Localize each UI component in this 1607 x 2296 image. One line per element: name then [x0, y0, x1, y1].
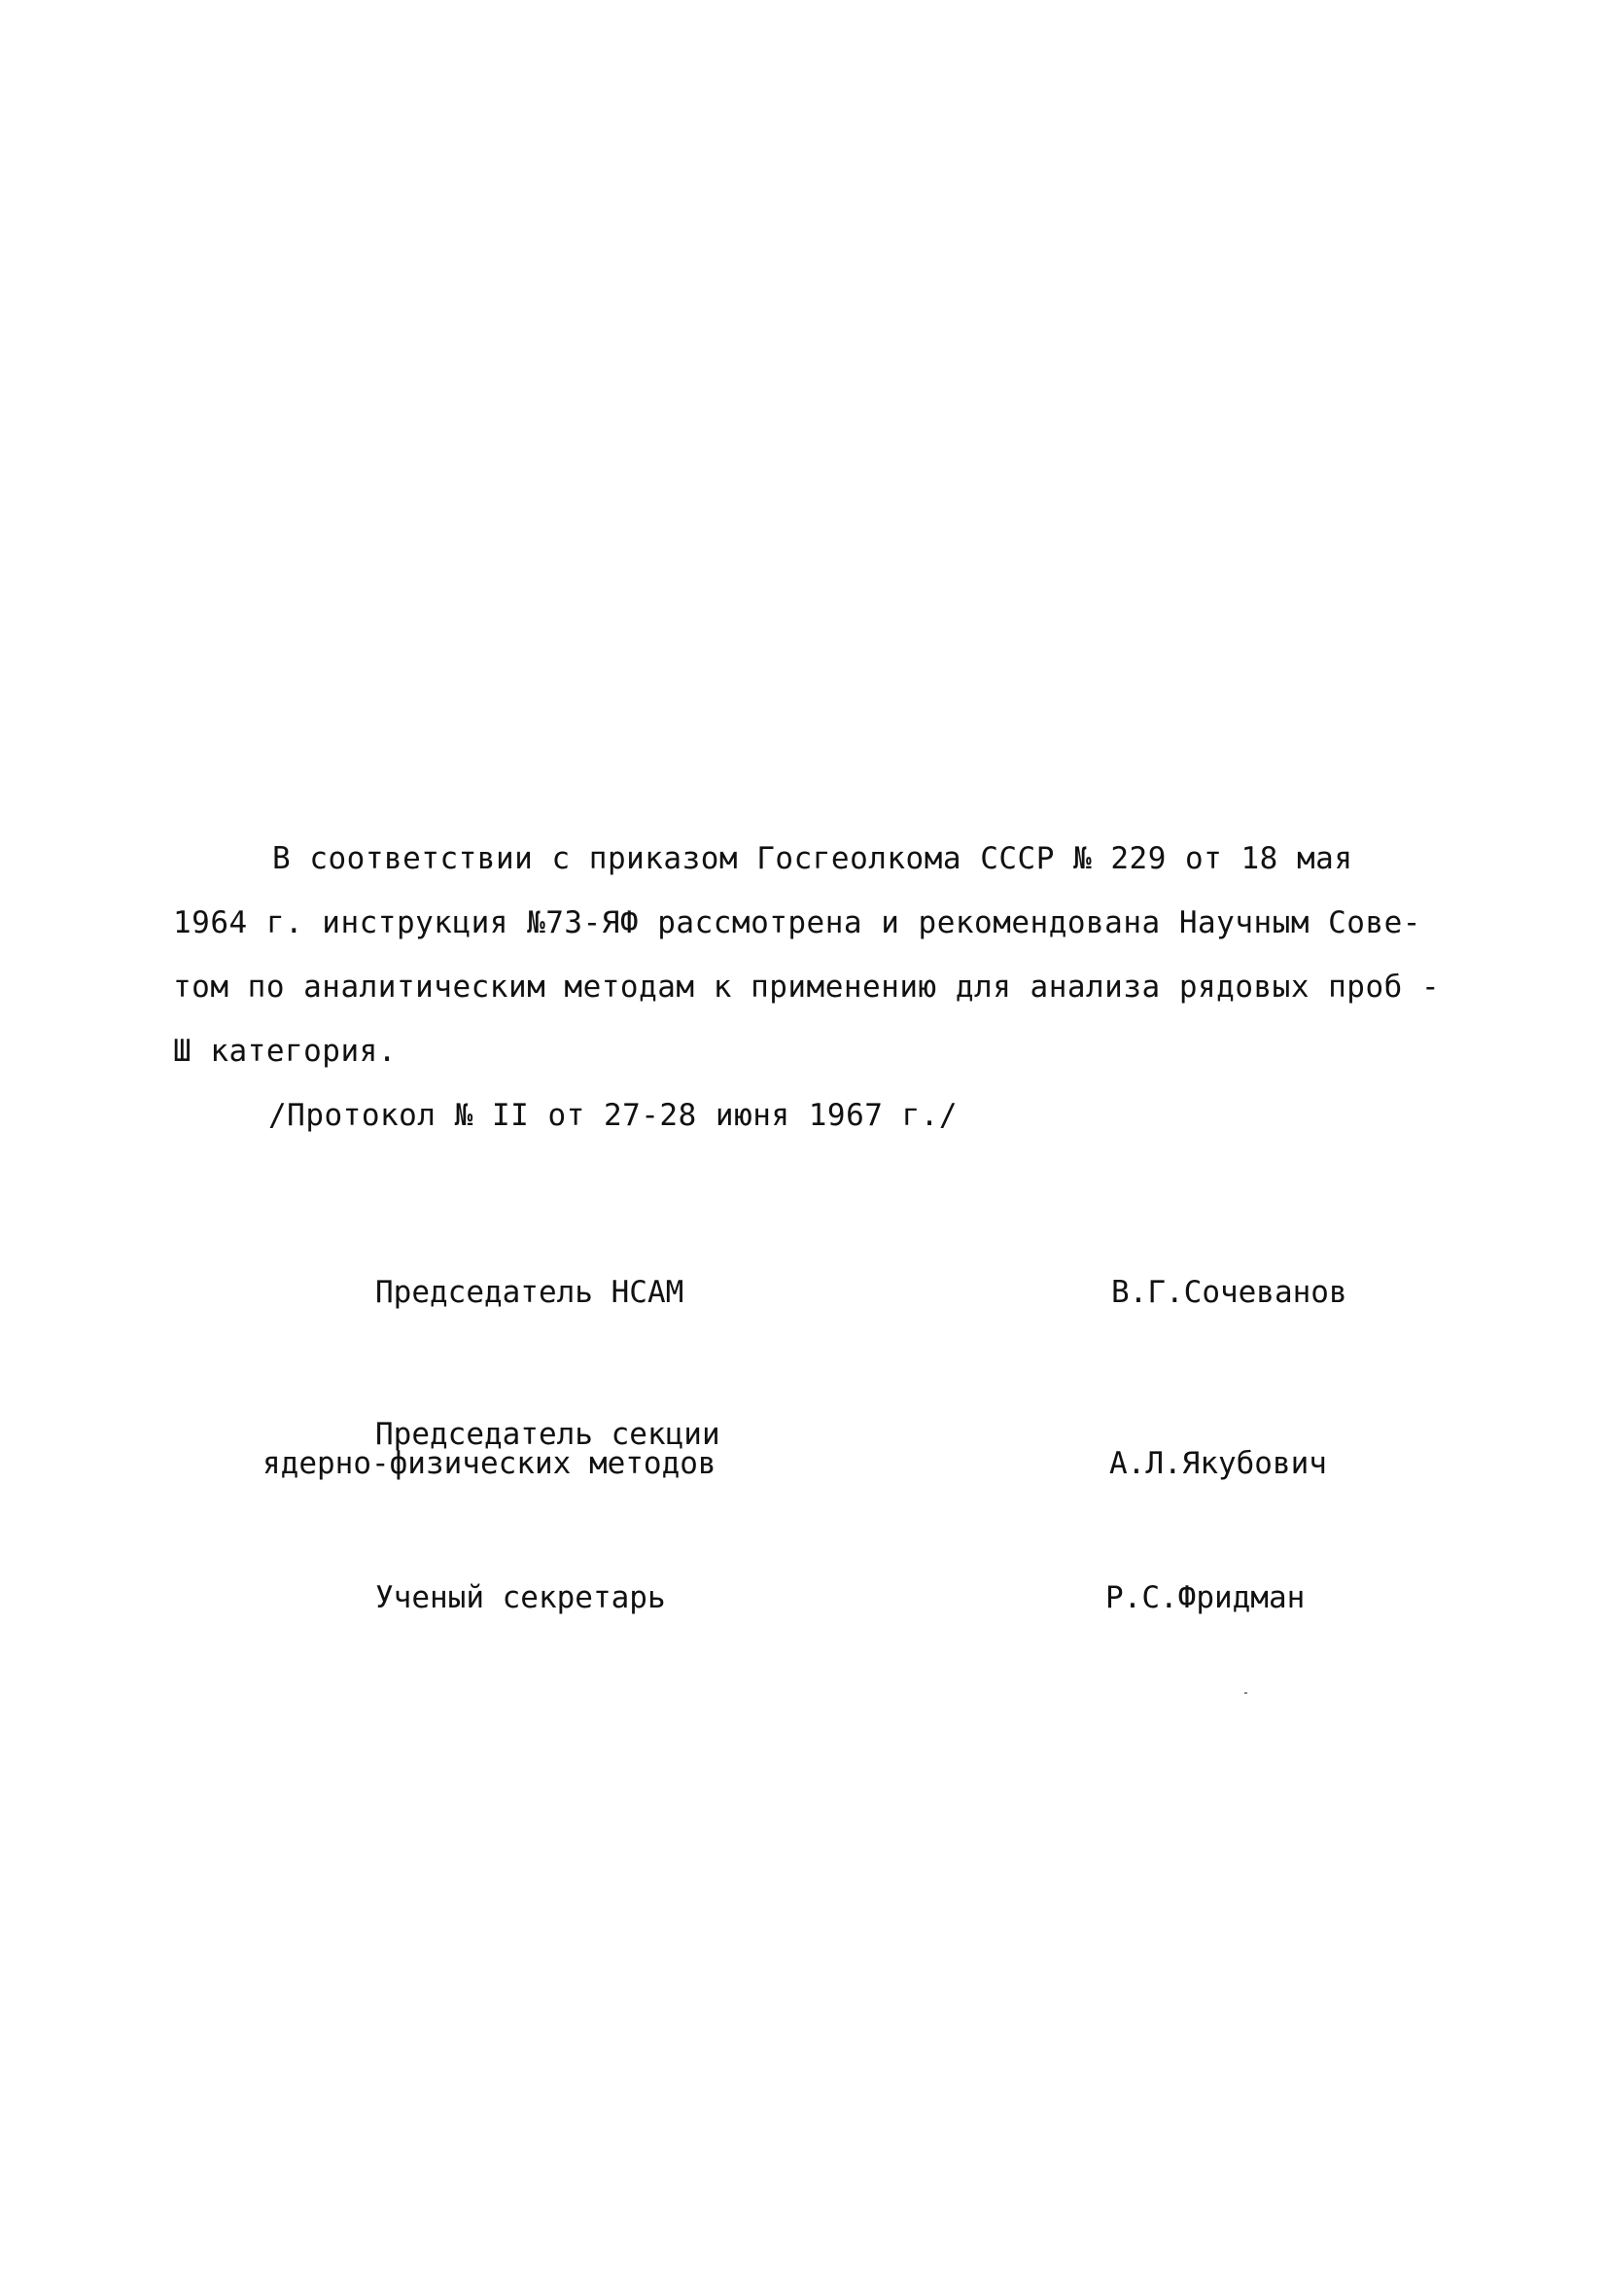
signature-name-secretary: Р.С.Фридман [1105, 1580, 1306, 1615]
protocol-reference: /Протокол № II от 27-28 июня 1967 г./ [268, 1098, 959, 1133]
signature-title-chairman: Председатель НСАМ [375, 1275, 684, 1310]
body-line-4: Ш категория. [173, 1034, 397, 1069]
body-line-2: 1964 г. инструкция №73-ЯФ рассмотрена и рекомендована Научным Сове- [173, 905, 1421, 940]
signature-title-secretary: Ученый секретарь [375, 1580, 666, 1615]
signature-title-section-chair-line1: Председатель секции [375, 1417, 720, 1452]
body-line-1: В соответствии с приказом Госгеолкома СССР № 229 от 18 мая [272, 841, 1353, 876]
signature-name-section-chair: А.Л.Якубович [1109, 1446, 1327, 1481]
body-line-3: том по аналитическим методам к применению для анализа рядовых проб - [173, 970, 1441, 1005]
signature-title-section-chair-line2: ядерно-физических методов [262, 1446, 716, 1481]
scan-speck [1244, 1692, 1247, 1694]
signature-name-chairman: В.Г.Сочеванов [1111, 1275, 1347, 1310]
